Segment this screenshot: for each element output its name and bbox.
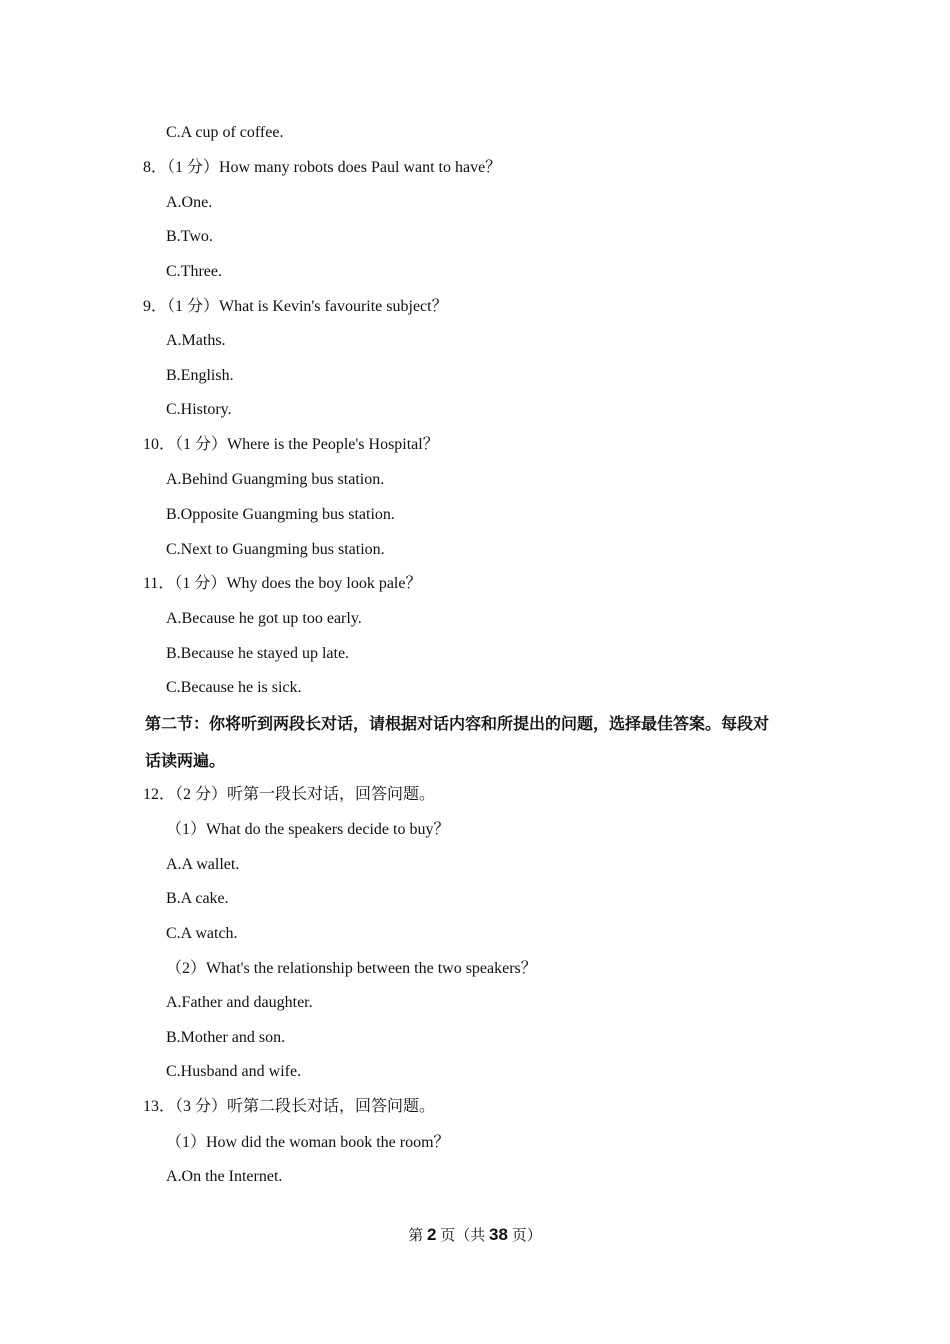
footer-prefix: 第 — [408, 1228, 424, 1244]
answer-option: A.On the Internet. — [166, 1168, 283, 1185]
sub-question-text: （1）How did the woman book the room？ — [166, 1134, 450, 1151]
answer-option: C.Husband and wife. — [166, 1063, 302, 1080]
answer-option: B.English. — [166, 367, 234, 384]
page-number: 2 — [427, 1225, 437, 1244]
answer-option: B.A cake. — [166, 890, 229, 907]
question-text: 13．（3 分）听第二段长对话，回答问题。 — [143, 1098, 436, 1115]
answer-option: C.A cup of coffee. — [166, 124, 284, 141]
answer-option: A.Behind Guangming bus station. — [166, 471, 385, 488]
answer-option: B.Two. — [166, 228, 213, 245]
footer-suffix: 页） — [511, 1228, 542, 1244]
answer-option: C.Next to Guangming bus station. — [166, 541, 385, 558]
sub-question-text: （2）What's the relationship between the two speakers？ — [166, 960, 537, 977]
question-text: 8．（1 分）How many robots does Paul want to have？ — [143, 159, 502, 176]
answer-option: A.Maths. — [166, 332, 226, 349]
answer-option: C.History. — [166, 401, 232, 418]
sub-question-text: （1）What do the speakers decide to buy？ — [166, 821, 450, 838]
answer-option: B.Mother and son. — [166, 1029, 286, 1046]
answer-option: C.A watch. — [166, 925, 238, 942]
question-text: 11．（1 分）Why does the boy look pale？ — [143, 575, 422, 592]
answer-option: C.Because he is sick. — [166, 679, 302, 696]
total-pages: 38 — [489, 1225, 508, 1244]
answer-option: A.A wallet. — [166, 856, 240, 873]
question-text: 9．（1 分）What is Kevin's favourite subject？ — [143, 298, 448, 315]
answer-option: B.Opposite Guangming bus station. — [166, 506, 395, 523]
footer-middle: 页（共 — [440, 1228, 486, 1244]
answer-option: A.Because he got up too early. — [166, 610, 362, 627]
answer-option: A.Father and daughter. — [166, 994, 313, 1011]
question-text: 10．（1 分）Where is the People's Hospital？ — [143, 436, 439, 453]
answer-option: C.Three. — [166, 263, 222, 280]
answer-option: B.Because he stayed up late. — [166, 645, 350, 662]
page-footer — [0, 1225, 950, 1246]
answer-option: A.One. — [166, 194, 213, 211]
section-heading: 第二节：你将听到两段长对话，请根据对话内容和所提出的问题，选择最佳答案。每段对 — [145, 714, 770, 733]
section-heading: 话读两遍。 — [145, 751, 226, 770]
question-text: 12．（2 分）听第一段长对话，回答问题。 — [143, 786, 436, 803]
